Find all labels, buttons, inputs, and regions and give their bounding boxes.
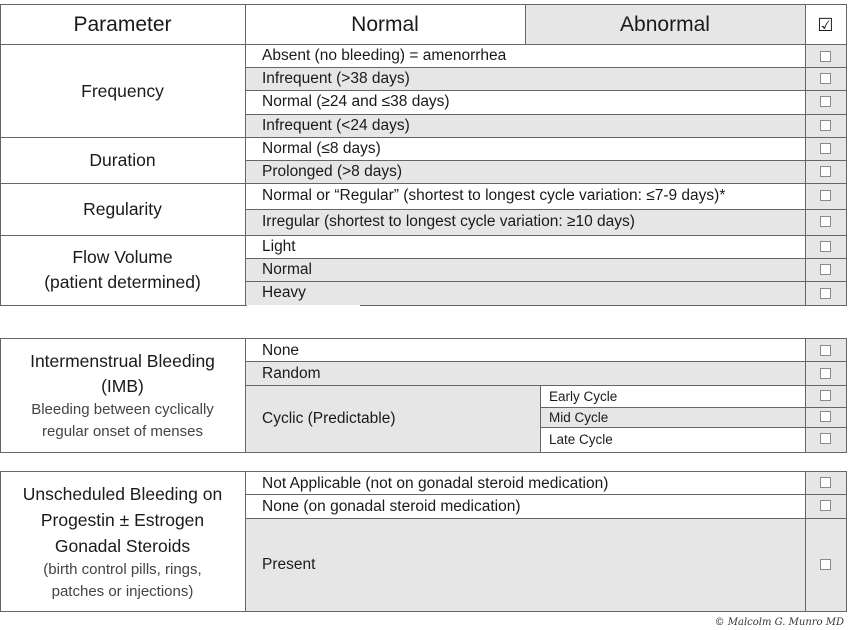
checkbox[interactable] [820, 390, 831, 401]
checkbox[interactable] [820, 241, 831, 252]
grid-line [540, 407, 847, 408]
grid-line [0, 471, 1, 612]
grid-line [805, 4, 806, 306]
param-imb-description: Bleeding between cyclically [31, 400, 214, 418]
grid-line [245, 338, 246, 453]
param-duration [0, 137, 245, 183]
grid-line [0, 305, 247, 306]
grid-line [245, 281, 847, 282]
option-frequency-infrequent-long: Infrequent (>38 days) [262, 69, 410, 87]
checkbox[interactable] [820, 411, 831, 422]
option-flow-heavy: Heavy [262, 284, 306, 301]
grid-line [0, 4, 1, 306]
grid-line [245, 114, 847, 115]
grid-line [245, 160, 847, 161]
grid-line [0, 338, 847, 339]
option-duration-normal: Normal (≤8 days) [262, 139, 381, 157]
param-unscheduled-label: Unscheduled Bleeding on [22, 483, 223, 504]
option-imb-late-cycle: Late Cycle [549, 432, 613, 447]
option-imb-random: Random [262, 364, 321, 382]
grid-line [846, 4, 847, 306]
header-abnormal: Abnormal [620, 13, 710, 36]
checkbox[interactable] [820, 368, 831, 379]
checkbox[interactable] [820, 120, 831, 131]
checkbox[interactable] [820, 433, 831, 444]
checkbox[interactable] [820, 73, 831, 84]
checkbox[interactable] [820, 166, 831, 177]
header-check-icon: ☑ [817, 14, 834, 35]
checkbox[interactable] [820, 51, 831, 62]
option-imb-early-cycle: Early Cycle [549, 388, 618, 404]
checkbox[interactable] [820, 216, 831, 227]
grid-line [245, 518, 847, 519]
option-flow-normal: Normal [262, 260, 312, 278]
param-regularity [0, 183, 245, 235]
param-imb-sublabel: (IMB) [101, 375, 144, 396]
grid-line [360, 305, 847, 306]
param-imb-description: regular onset of menses [42, 422, 203, 440]
grid-line [805, 471, 806, 612]
checkbox[interactable] [820, 288, 831, 299]
checkbox[interactable] [820, 559, 831, 570]
grid-line [0, 183, 847, 184]
option-duration-prolonged: Prolonged (>8 days) [262, 162, 403, 180]
grid-line [245, 67, 847, 68]
grid-line [525, 4, 526, 45]
option-regularity-irregular: Irregular (shortest to longest cycle variation: ≥10 days) [262, 213, 635, 230]
option-regularity-normal: Normal or “Regular” (shortest to longest cycle variation: ≤7-9 days)* [262, 187, 726, 204]
checkbox[interactable] [820, 190, 831, 201]
grid-line [245, 361, 847, 362]
header-parameter: Parameter [73, 13, 172, 36]
checkbox-column-shade [805, 472, 846, 611]
checkbox[interactable] [820, 500, 831, 511]
option-imb-cyclic: Cyclic (Predictable) [262, 409, 396, 427]
param-frequency-label: Frequency [81, 80, 164, 101]
grid-line [245, 4, 246, 306]
option-imb-mid-cycle: Mid Cycle [549, 409, 609, 425]
grid-line [245, 494, 847, 495]
grid-line [0, 471, 847, 472]
grid-line [540, 385, 541, 453]
param-duration-label: Duration [89, 149, 156, 170]
param-unscheduled-bleeding [0, 472, 245, 611]
grid-line [846, 471, 847, 612]
param-imb [0, 339, 245, 452]
param-flow-volume-sublabel: (patient determined) [44, 272, 201, 292]
checkbox[interactable] [820, 477, 831, 488]
param-flow-volume-label: Flow Volume [72, 247, 173, 267]
param-unscheduled-label: Gonadal Steroids [54, 535, 191, 556]
checkbox[interactable] [820, 143, 831, 154]
grid-line [805, 338, 806, 453]
option-frequency-normal: Normal (≥24 and ≤38 days) [262, 93, 450, 110]
grid-line [0, 4, 847, 5]
option-frequency-infrequent-short: Infrequent (<24 days) [262, 116, 410, 134]
option-unscheduled-present: Present [262, 555, 316, 573]
grid-line [245, 258, 847, 259]
param-imb-label: Intermenstrual Bleeding [30, 350, 215, 371]
grid-line [245, 209, 847, 210]
copyright-signature: © Malcolm G. Munro MD [714, 617, 844, 628]
grid-line [0, 44, 847, 45]
param-unscheduled-label: Progestin ± Estrogen [40, 509, 205, 530]
param-frequency [0, 45, 245, 137]
grid-line [245, 385, 847, 386]
option-flow-light: Light [262, 237, 296, 255]
header-normal: Normal [351, 13, 419, 36]
option-unscheduled-none: None (on gonadal steroid medication) [262, 497, 521, 515]
option-unscheduled-not-applicable: Not Applicable (not on gonadal steroid medication) [262, 474, 609, 492]
grid-line [0, 338, 1, 453]
checkbox[interactable] [820, 96, 831, 107]
option-imb-none: None [262, 341, 300, 359]
param-regularity-label: Regularity [83, 198, 162, 219]
checkbox[interactable] [820, 264, 831, 275]
grid-line [846, 338, 847, 453]
grid-line [0, 137, 847, 138]
param-unscheduled-description: (birth control pills, rings, [43, 560, 202, 578]
grid-line [0, 235, 847, 236]
grid-line [0, 452, 847, 453]
param-flow-volume [0, 235, 245, 305]
grid-line [245, 90, 847, 91]
grid-line [245, 471, 246, 612]
checkbox[interactable] [820, 345, 831, 356]
grid-line [540, 427, 847, 428]
option-frequency-absent: Absent (no bleeding) = amenorrhea [262, 47, 507, 64]
param-unscheduled-description: patches or injections) [51, 582, 194, 600]
grid-line [0, 611, 847, 612]
